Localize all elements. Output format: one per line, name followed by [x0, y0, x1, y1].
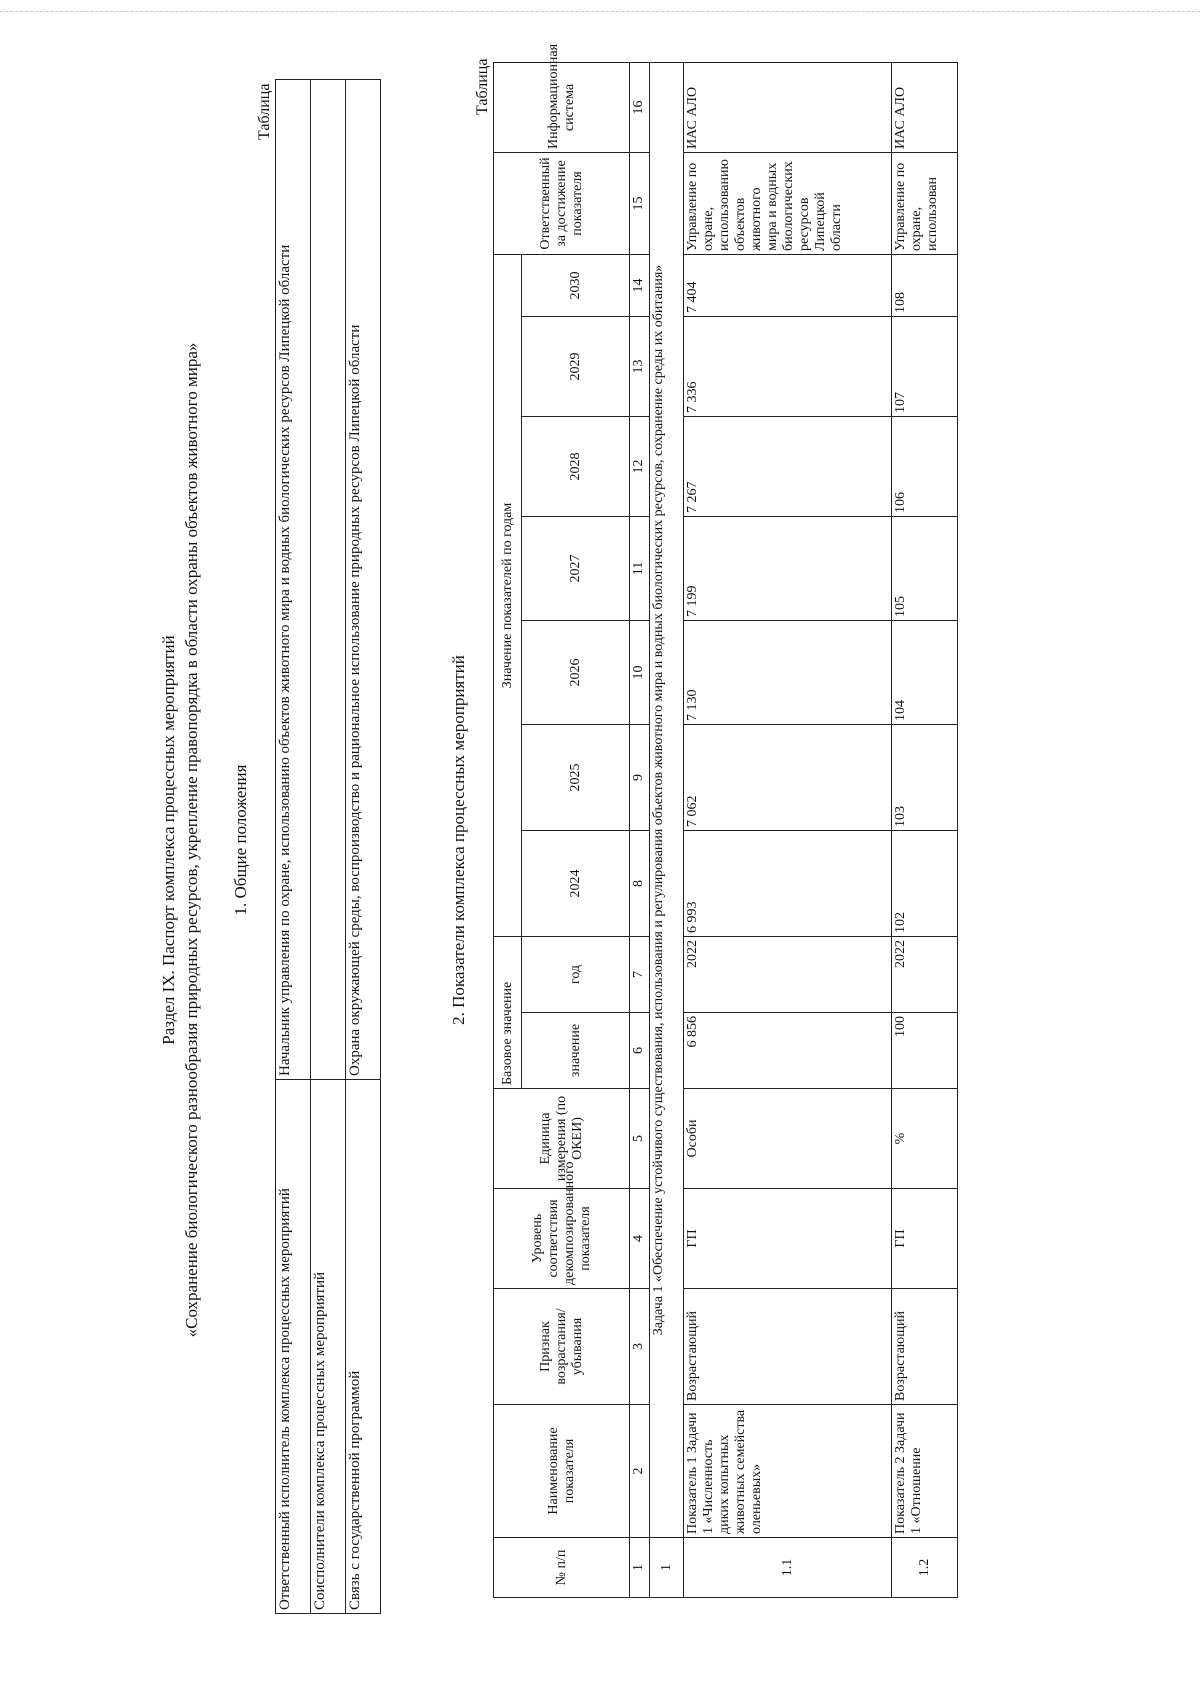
indicator-value: 108: [892, 254, 958, 316]
indicator-responsible: Управление по охране, использован: [892, 152, 958, 254]
general-row-value: [311, 80, 346, 1080]
indicator-value: 106: [892, 416, 958, 516]
header-level: Уровень соответствия декомпозированного показателя: [494, 1189, 630, 1289]
indicator-value: 7 336: [684, 316, 892, 416]
indicator-num: 1.2: [892, 1538, 958, 1598]
section-title: Раздел IX. Паспорт комплекса процессных мероприятий: [159, 635, 178, 1045]
indicator-info-system: ИАС АЛО: [892, 62, 958, 152]
indicator-unit: Особи: [684, 1089, 892, 1189]
indicator-responsible: Управление по охране, использованию объектов животного мира и водных биологических ресурсов Липецкой области: [684, 152, 892, 254]
header-year: 2027: [522, 516, 630, 620]
general-row-label: Ответственный исполнитель комплекса процессных мероприятий: [276, 1080, 311, 1614]
column-number: 11: [630, 516, 650, 620]
general-row-value: Охрана окружающей среды, воспроизводство и рациональное использование природных ресурсов Липецкой области: [346, 80, 381, 1080]
header-responsible: Ответственный за достижение показателя: [494, 152, 630, 254]
header-year: 2025: [522, 724, 630, 830]
general-row-label: Соисполнители комплекса процессных мероприятий: [311, 1080, 346, 1614]
indicator-value: 7 404: [684, 254, 892, 316]
indicator-unit: %: [892, 1089, 958, 1189]
indicator-base-year: 2022: [684, 936, 892, 1012]
indicator-sign: Возрастающий: [684, 1289, 892, 1405]
task-row: [650, 62, 684, 1597]
column-number: 7: [630, 936, 650, 1012]
column-number: 2: [630, 1405, 650, 1538]
header-year: 2030: [522, 254, 630, 316]
indicator-name: Показатель 2 Задачи 1 «Отношение: [892, 1405, 958, 1538]
header-base: Базовое значение: [494, 936, 522, 1088]
header-base-value: значение: [522, 1013, 630, 1089]
indicator-name: Показатель 1 Задачи 1 «Численность диких копытных животных семейства оленьевых»: [684, 1405, 892, 1538]
column-number: 13: [630, 316, 650, 416]
general-table-label: Таблица: [256, 83, 273, 140]
indicator-value: 107: [892, 316, 958, 416]
column-number: 16: [630, 62, 650, 152]
column-number: 8: [630, 830, 650, 936]
header-row: [494, 62, 522, 1597]
indicator-value: 7 199: [684, 516, 892, 620]
indicator-value: 102: [892, 830, 958, 936]
column-number: 1: [630, 1538, 650, 1598]
scan-top-edge: [0, 11, 1200, 12]
header-sign: Признак возрастания/ убывания: [494, 1289, 630, 1405]
column-number: 4: [630, 1189, 650, 1289]
header-info-system: Информационная система: [494, 62, 630, 152]
general-row-label: Связь с государственной программой: [346, 1080, 381, 1614]
general-row: [346, 80, 381, 1614]
column-number: 14: [630, 254, 650, 316]
header-base-year: год: [522, 936, 630, 1012]
complex-name: «Сохранение биологического разнообразия природных ресурсов, укрепление правопорядка в области охраны объектов животного мира»: [182, 342, 201, 1338]
column-number: 12: [630, 416, 650, 516]
indicator-row: [892, 62, 958, 1597]
task-text: Задача 1 «Обеспечение устойчивого существования, использования и регулирования объектов животного мира и водных биологических ресурсов, сохранение среды их обитания»: [650, 62, 684, 1537]
indicator-base-value: 6 856: [684, 1013, 892, 1089]
indicator-value: 7 062: [684, 724, 892, 830]
header-unit: Единица измерения (по ОКЕИ): [494, 1089, 630, 1189]
indicator-sign: Возрастающий: [892, 1289, 958, 1405]
general-title: 1. Общие положения: [231, 764, 250, 916]
column-number: 15: [630, 152, 650, 254]
header-year: 2029: [522, 316, 630, 416]
indicator-value: 7 267: [684, 416, 892, 516]
header-year: 2024: [522, 830, 630, 936]
indicator-value: 6 993: [684, 830, 892, 936]
indicator-value: 104: [892, 620, 958, 724]
header-year: 2028: [522, 416, 630, 516]
indicator-level: ГП: [892, 1189, 958, 1289]
indicator-level: ГП: [684, 1189, 892, 1289]
indicator-base-value: 100: [892, 1013, 958, 1089]
indicators-table-label: Таблица: [474, 58, 491, 115]
general-row: [276, 80, 311, 1614]
header-num: № п/п: [494, 1538, 630, 1598]
indicators-table: [493, 43, 958, 1598]
general-row: [311, 80, 346, 1614]
header-year: 2026: [522, 620, 630, 724]
indicator-info-system: ИАС АЛО: [684, 62, 892, 152]
rotated-page: [148, 43, 1168, 1620]
column-number: 10: [630, 620, 650, 724]
column-number: 5: [630, 1089, 650, 1189]
header-name: Наименование показателя: [494, 1405, 630, 1538]
general-row-value: Начальник управления по охране, использованию объектов животного мира и водных биологических ресурсов Липецкой области: [276, 80, 311, 1080]
indicator-row: [684, 62, 892, 1597]
general-table: [275, 79, 381, 1614]
indicators-title: 2. Показатели комплекса процессных мероприятий: [449, 655, 468, 1025]
indicator-num: 1.1: [684, 1538, 892, 1598]
indicator-value: 103: [892, 724, 958, 830]
task-num: 1: [650, 1538, 684, 1598]
indicator-value: 105: [892, 516, 958, 620]
indicator-value: 7 130: [684, 620, 892, 724]
header-by-years: Значение показателей по годам: [494, 254, 522, 936]
column-number: 9: [630, 724, 650, 830]
indicator-base-year: 2022: [892, 936, 958, 1012]
column-number: 3: [630, 1289, 650, 1405]
column-numbers-row: [630, 62, 650, 1597]
column-number: 6: [630, 1013, 650, 1089]
